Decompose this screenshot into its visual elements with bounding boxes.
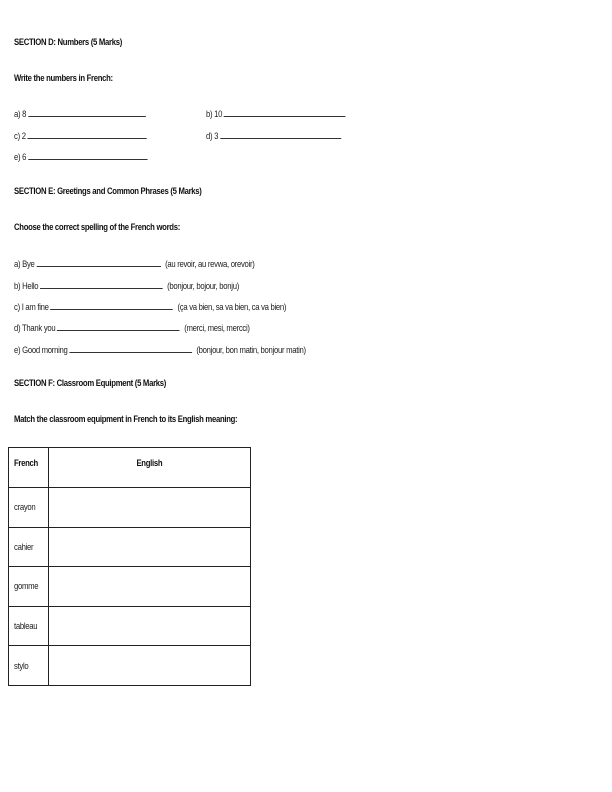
table-row — [9, 488, 251, 528]
english-answer-cell[interactable] — [49, 567, 251, 607]
section-e-instruction: Choose the correct spelling of the French words: — [14, 222, 180, 232]
french-word: crayon — [9, 488, 49, 528]
table-row — [9, 567, 251, 607]
table-row — [9, 527, 251, 567]
english-answer-cell[interactable] — [49, 527, 251, 567]
answer-blank[interactable] — [40, 280, 163, 289]
english-answer-cell[interactable] — [49, 646, 251, 686]
number-item-d: d) 3 — [206, 130, 341, 141]
french-word: cahier — [9, 527, 49, 567]
section-f-instruction: Match the classroom equipment in French to its English meaning: — [14, 414, 238, 424]
answer-blank[interactable] — [28, 151, 147, 160]
phrase-item-b: b) Hello (bonjour, bojour, bonju) — [14, 281, 240, 291]
phrase-item-a: a) Bye (au revoir, au revwa, orevoir) — [14, 259, 255, 269]
number-item-b: b) 10 — [206, 108, 346, 119]
answer-blank[interactable] — [28, 130, 147, 139]
phrase-item-e: e) Good morning (bonjour, bon matin, bonjour matin) — [14, 345, 306, 355]
answer-blank[interactable] — [224, 108, 346, 117]
section-d-title: SECTION D: Numbers (5 Marks) — [14, 37, 122, 47]
answer-blank[interactable] — [36, 258, 160, 267]
table-row — [9, 646, 251, 686]
phrase-item-d: d) Thank you (merci, mesi, mercci) — [14, 323, 250, 333]
table-row — [9, 606, 251, 646]
french-word: stylo — [9, 646, 49, 686]
answer-blank[interactable] — [220, 130, 341, 139]
section-d-instruction: Write the numbers in French: — [14, 73, 113, 83]
number-item-e: e) 6 — [14, 151, 147, 162]
section-f-title: SECTION F: Classroom Equipment (5 Marks) — [14, 378, 167, 388]
french-word: tableau — [9, 606, 49, 646]
answer-blank[interactable] — [28, 108, 146, 117]
answer-blank[interactable] — [51, 301, 174, 310]
answer-blank[interactable] — [57, 322, 180, 331]
number-item-a: a) 8 — [14, 108, 146, 119]
section-e-title: SECTION E: Greetings and Common Phrases (5 Marks) — [14, 186, 202, 196]
answer-blank[interactable] — [69, 344, 192, 353]
english-answer-cell[interactable] — [49, 488, 251, 528]
header-english: English — [49, 448, 251, 488]
header-french: French — [9, 448, 49, 488]
matching-table — [8, 447, 251, 686]
table-header-row — [9, 448, 251, 488]
number-item-c: c) 2 — [14, 130, 147, 141]
phrase-item-c: c) I am fine (ça va bien, sa va bien, ca va bien) — [14, 302, 287, 312]
french-word: gomme — [9, 567, 49, 607]
english-answer-cell[interactable] — [49, 606, 251, 646]
